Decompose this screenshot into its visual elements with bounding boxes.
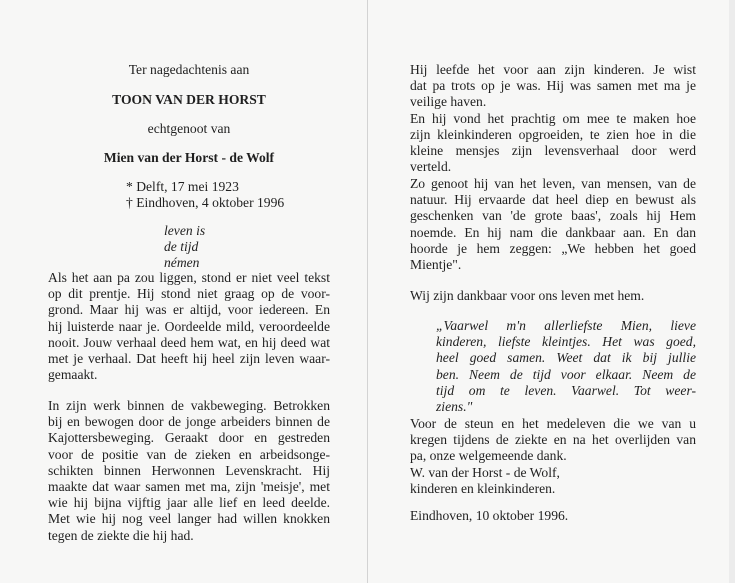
- dedication-intro: Ter nagedachtenis aan: [128, 62, 250, 77]
- text-line: gemaakt.: [48, 367, 98, 383]
- text-line: Kajottersbeweging. Geraakt door en gestreden: [48, 430, 330, 446]
- text-line: voor de positie van de zieken en arbeidsonge-: [48, 446, 330, 462]
- text-line: Mientje".: [410, 257, 462, 273]
- quote-line: ziens.": [436, 399, 473, 415]
- gratitude-line: Wij zijn dankbaar voor ons leven met hem.: [410, 288, 645, 303]
- birth-line: * Delft, 17 mei 1923: [126, 179, 239, 194]
- quote-line: kinderen, liefste kleintjes. Het was goed,: [436, 334, 696, 350]
- text-line: Als het aan pa zou liggen, stond er niet veel tekst: [48, 270, 330, 285]
- text-line: schikten binnen Herwonnen Levenskracht. Hij: [48, 462, 330, 478]
- card-edge: [729, 0, 735, 583]
- text-line: maakte dat waar samen met ma, zijn 'meisje', met: [48, 479, 330, 495]
- text-line: kleine mensjes zijn levensverhaal door werd: [410, 143, 696, 159]
- text-line: Zo genoot hij van het leven, van mensen, van de: [410, 176, 696, 191]
- death-line: † Eindhoven, 4 oktober 1996: [126, 195, 285, 210]
- paragraph-intro: [48, 270, 330, 383]
- text-line: geschenken van 'de grote baas', zoals hij Hem: [410, 208, 696, 224]
- signature-block: [410, 465, 560, 497]
- paragraph-children: [410, 62, 696, 175]
- text-line: met je verhaal. Dat heeft hij heel zijn leven waar-: [48, 351, 330, 367]
- text-line: En hij vond het prachtig om mee te maken hoe: [410, 110, 696, 126]
- farewell-quote: [436, 318, 696, 415]
- text-line: verteld.: [410, 159, 452, 175]
- quote-line: „Vaarwel m'n allerliefste Mien, lieve: [436, 318, 696, 333]
- text-line: Voor de steun en het medeleven die we van u: [410, 416, 696, 431]
- poem: [164, 223, 205, 272]
- poem-line: de tijd: [164, 239, 199, 255]
- text-line: hoorde je hem zeggen: „We hebben het goed: [410, 240, 696, 256]
- text-line: noemde. En hij nam die dankbaar aan. En dan: [410, 224, 696, 240]
- quote-line: ben. Neem de tijd voor elkaar. Neem de: [436, 366, 696, 382]
- deceased-name: TOON VAN DER HORST: [112, 92, 266, 107]
- text-line: bij en bewogen door de jonge arbeiders binnen de: [48, 414, 330, 430]
- text-line: veilige haven.: [410, 94, 487, 110]
- text-line: hij luisterde naar je. Oordeelde mild, veroordeelde: [48, 318, 330, 334]
- text-line: op dit prentje. Hij stond niet graag op de voor-: [48, 286, 330, 302]
- quote-line: heel goed samen. Weet dat ik bij jullie: [436, 350, 696, 366]
- text-line: zijn kleinkinderen opgroeiden, te zien hoe in die: [410, 126, 696, 142]
- thanks-paragraph: [410, 416, 696, 465]
- text-line: pa, onze welgemeende dank.: [410, 448, 567, 464]
- place-date: Eindhoven, 10 oktober 1996.: [410, 508, 569, 523]
- text-line: grond. Maar hij was er altijd, voor iedereen. En: [48, 302, 330, 318]
- paragraph-work: [48, 398, 330, 544]
- text-line: nooit. Jouw verhaal deed hem wat, en hij deed wat: [48, 334, 330, 350]
- spouse-name: Mien van der Horst - de Wolf: [103, 150, 275, 165]
- poem-line: némen: [164, 255, 200, 271]
- signature-line: kinderen en kleinkinderen.: [410, 481, 556, 497]
- text-line: In zijn werk binnen de vakbeweging. Betrokken: [48, 398, 330, 413]
- text-line: dat pa trots op je was. Hij was samen met ma je: [410, 78, 696, 94]
- quote-line: tijd om te leven. Vaarwel. Tot weer-: [436, 382, 696, 398]
- relation-text: echtgenoot van: [147, 121, 231, 136]
- text-line: Hij leefde het voor aan zijn kinderen. Je wist: [410, 62, 696, 77]
- poem-line: leven is: [164, 223, 206, 238]
- text-line: tegen de ziekte die hij had.: [48, 527, 194, 543]
- text-line: wie hij bijna vijftig jaar alle lief en leed deelde.: [48, 495, 330, 511]
- card-fold-line: [367, 0, 368, 583]
- text-line: natuur. Hij ervaarde dat heel diep en bewust als: [410, 192, 696, 208]
- text-line: kregen tijdens de ziekte en na het overlijden van: [410, 432, 696, 448]
- text-line: Met wie hij nog veel langer had willen knokken: [48, 511, 330, 527]
- paragraph-life: [410, 176, 696, 273]
- signature-line: W. van der Horst - de Wolf,: [410, 465, 560, 480]
